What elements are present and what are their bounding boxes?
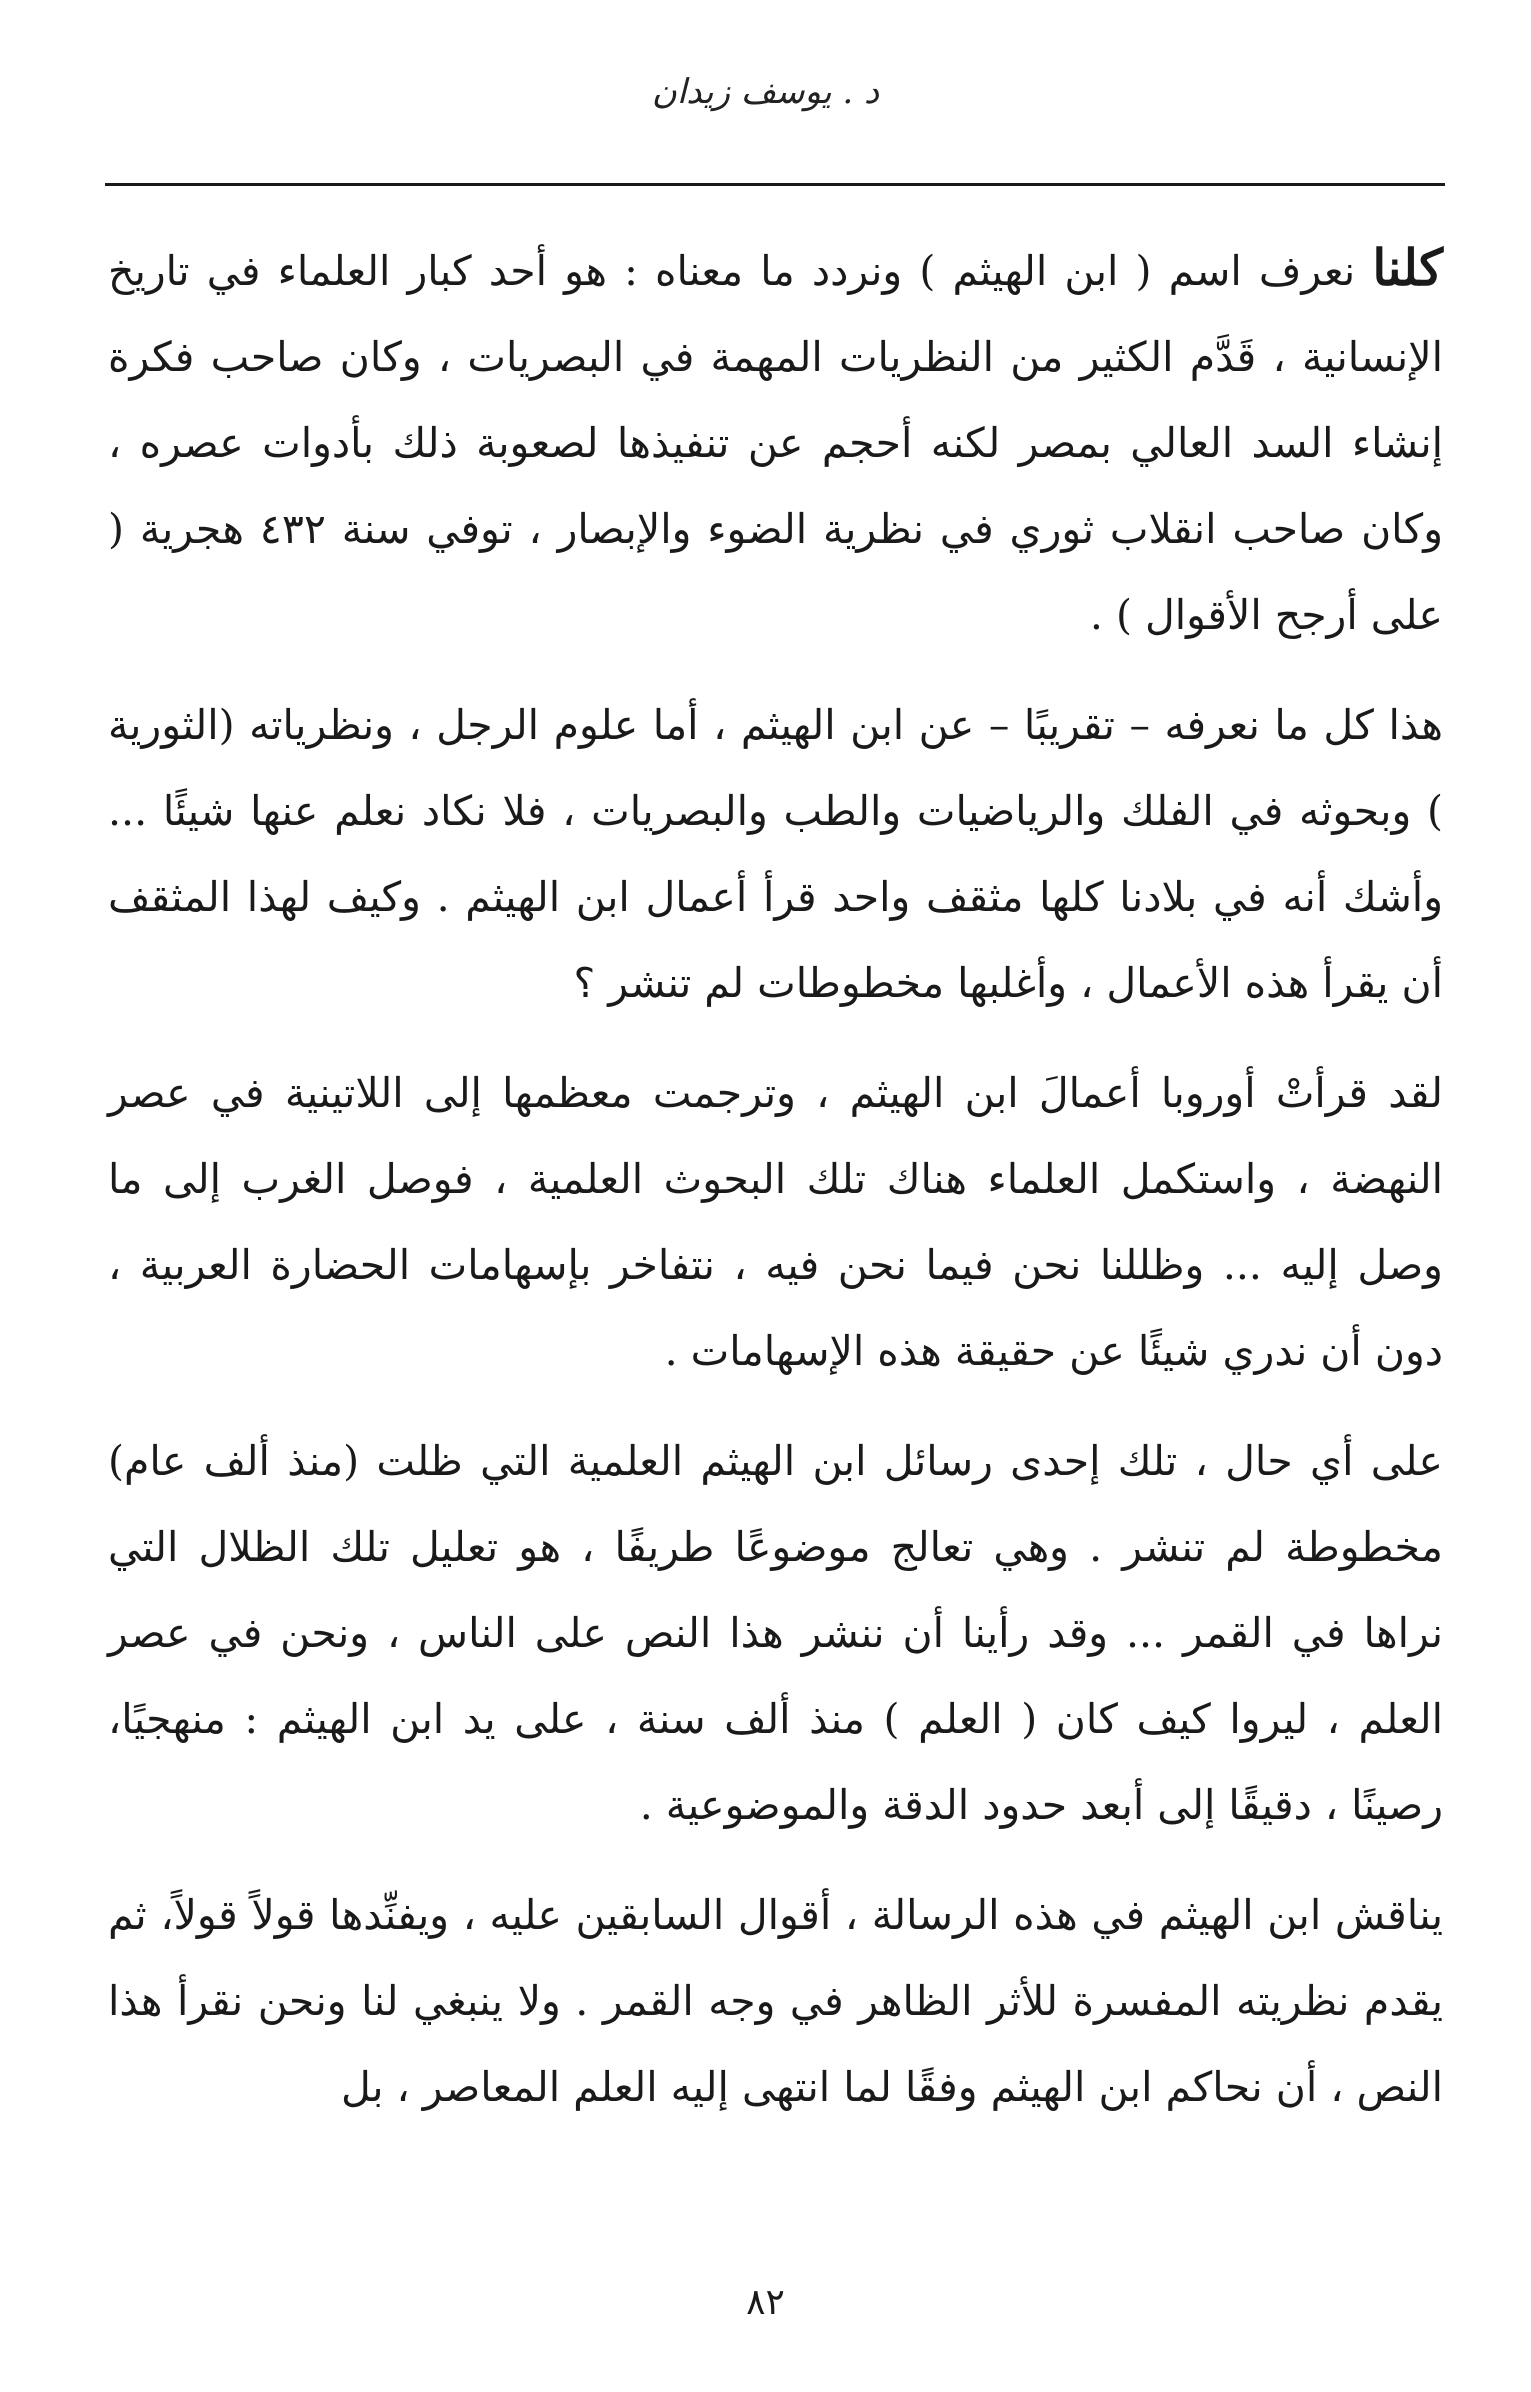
paragraph-text: نعرف اسم ( ابن الهيثم ) ونردد ما معناه : هو أحد كبار العلماء في تاريخ الإنسانية ، قَدَّم الكثير من النظريات المهمة في البصريات ، وكان صاحب فكرة إنشاء السد العالي بمصر لكنه أحجم عن تنفيذها لصعوبة ذلك بأدوات عصره ، وكان صاحب انقلاب ثوري في نظرية الضوء والإبصار ، توفي سنة ٤٣٢ هجرية ( على أرجح الأقوال ) . bbox=[108, 247, 1443, 639]
paragraph-1 bbox=[108, 225, 1443, 658]
running-head-author: د . يوسف زيدان bbox=[651, 72, 880, 112]
paragraph-lead-word: كلنا bbox=[1372, 238, 1443, 297]
paragraph-4 bbox=[108, 1418, 1443, 1848]
paragraph-text: هذا كل ما نعرفه – تقريبًا – عن ابن الهيثم ، أما علوم الرجل ، ونظرياته (الثورية ) وبحوثه في الفلك والرياضيات والطب والبصريات ، فلا نكاد نعلم عنها شيئًا ... وأشك أنه في بلادنا كلها مثقف واحد قرأ أعمال ابن الهيثم . وكيف لهذا المثقف أن يقرأ هذه الأعمال ، وأغلبها مخطوطات لم تنشر ؟ bbox=[108, 701, 1443, 1007]
header-rule bbox=[105, 183, 1445, 186]
paragraph-5 bbox=[108, 1872, 1443, 2130]
body-text bbox=[108, 225, 1443, 2154]
paragraph-2 bbox=[108, 682, 1443, 1026]
page-number: ٨٢ bbox=[746, 2282, 785, 2323]
paragraph-3 bbox=[108, 1050, 1443, 1394]
paragraph-text: على أي حال ، تلك إحدى رسائل ابن الهيثم العلمية التي ظلت (منذ ألف عام) مخطوطة لم تنشر . وهي تعالج موضوعًا طريفًا ، هو تعليل تلك الظلال التي نراها في القمر ... وقد رأينا أن ننشر هذا النص على الناس ، ونحن في عصر العلم ، ليروا كيف كان ( العلم ) منذ ألف سنة ، على يد ابن الهيثم : منهجيًا، رصينًا ، دقيقًا إلى أبعد حدود الدقة والموضوعية . bbox=[108, 1437, 1443, 1829]
paragraph-text: يناقش ابن الهيثم في هذه الرسالة ، أقوال السابقين عليه ، ويفنِّدها قولاً قولاً، ثم يقدم نظريته المفسرة للأثر الظاهر في وجه القمر . ولا ينبغي لنا ونحن نقرأ هذا النص ، أن نحاكم ابن الهيثم وفقًا لما انتهى إليه العلم المعاصر ، بل bbox=[108, 1891, 1443, 2111]
paragraph-text: لقد قرأتْ أوروبا أعمالَ ابن الهيثم ، وترجمت معظمها إلى اللاتينية في عصر النهضة ، واستكمل العلماء هناك تلك البحوث العلمية ، فوصل الغرب إلى ما وصل إليه ... وظللنا نحن فيما نحن فيه ، نتفاخر بإسهامات الحضارة العربية ، دون أن ندري شيئًا عن حقيقة هذه الإسهامات . bbox=[108, 1069, 1443, 1375]
